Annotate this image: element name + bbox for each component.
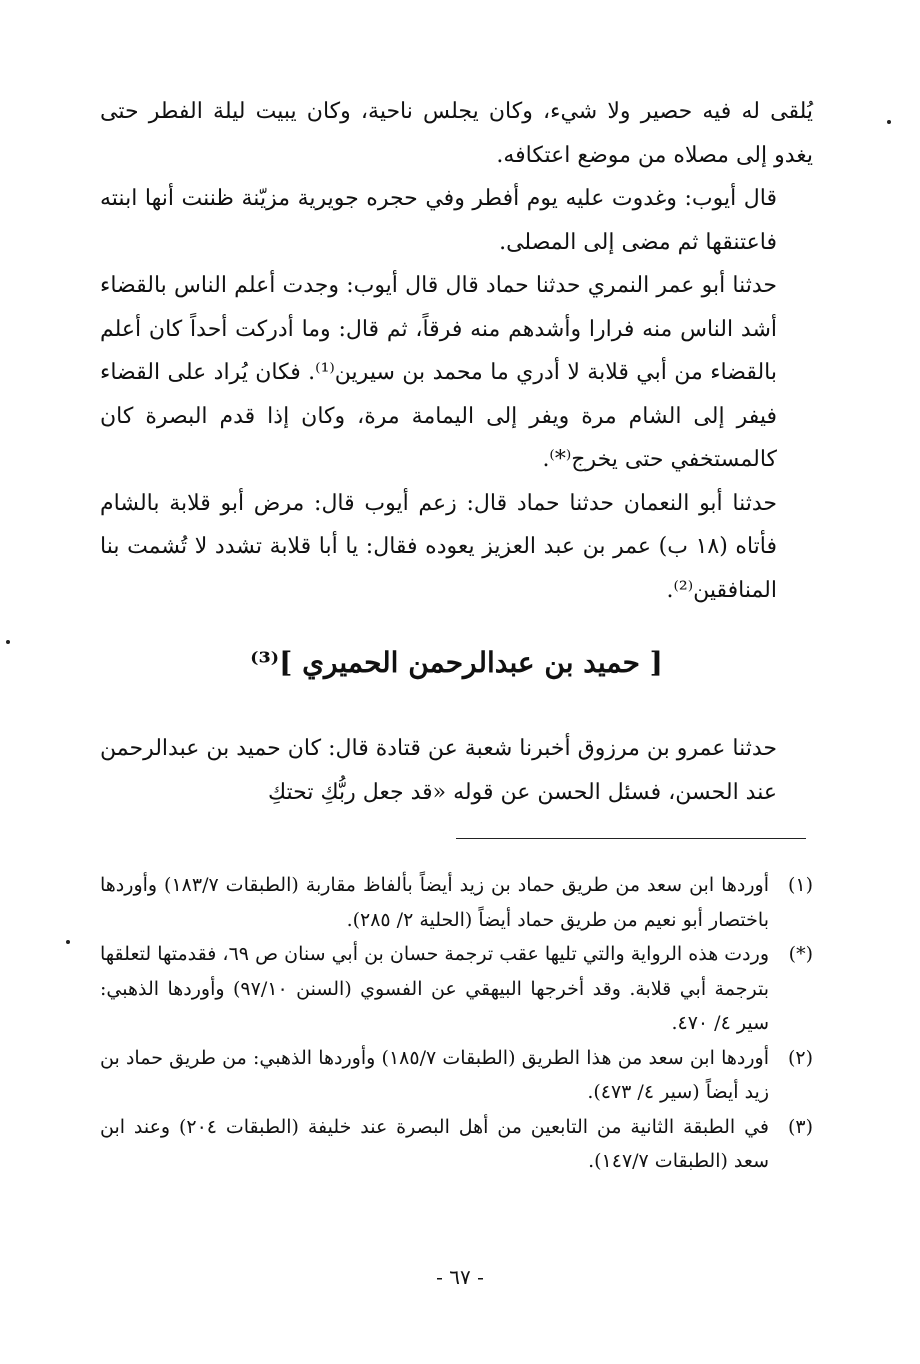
footnote-text: أوردها ابن سعد من هذا الطريق (الطبقات ١٨٥/٧) وأوردها الذهبي: من طريق حماد بن زيد أيضاً (سير ٤/ ٤٧٣).	[100, 1046, 769, 1103]
footnote-separator	[456, 838, 806, 839]
scan-speck	[6, 640, 10, 644]
footnote-number: (٣)	[787, 1115, 813, 1138]
footnote-text: أوردها ابن سعد من طريق حماد بن زيد أيضاً بألفاظ مقاربة (الطبقات ١٨٣/٧) وأوردها باختصار أبو نعيم من طريق حماد أيضاً (الحلية ٢/ ٢٨٥).	[100, 874, 769, 931]
paragraph-2: قال أيوب: وغدوت عليه يوم أفطر وفي حجره جويرية مزيّنة ظننت أنها ابنته فاعتنقها ثم مضى إلى المصلى.	[100, 186, 777, 255]
footnote-item	[100, 937, 813, 1041]
footnote-text: في الطبقة الثانية من التابعين من أهل البصرة عند خليفة (الطبقات ٢٠٤) وعند ابن سعد (الطبقات ١٤٧/٧).	[100, 1115, 769, 1172]
scan-speck	[887, 120, 891, 124]
paragraph-1: يُلقى له فيه حصير ولا شيء، وكان يجلس ناحية، وكان يبيت ليلة الفطر حتى يغدو إلى مصلاه من موضع اعتكافه.	[100, 99, 813, 168]
footnotes-block	[100, 868, 813, 1179]
footnote-item	[100, 1110, 813, 1179]
paragraph-3: حدثنا أبو عمر النمري حدثنا حماد قال قال أيوب: وجدت أعلم الناس بالقضاء أشد الناس منه فرارا وأشدهم منه فرقاً، ثم قال: وما أدركت أحداً كان أعلم بالقضاء من أبي قلابة لا أدري ما محمد بن سيرين⁽¹⁾. فكان يُراد على القضاء فيفر إلى الشام مرة ويفر إلى اليمامة مرة، وكان إذا قدم البصرة كان كالمستخفي حتى يخرج⁽*⁾.	[100, 273, 777, 472]
page-number: - ٦٧ -	[436, 1265, 484, 1289]
footnote-number: (*)	[788, 943, 813, 965]
footnote-number: (٢)	[787, 1046, 813, 1069]
scan-speck	[66, 940, 70, 944]
footnote-item	[100, 868, 813, 937]
section-heading: [ حميد بن عبدالرحمن الحميري ]⁽³⁾	[250, 646, 663, 679]
section-text-block	[100, 727, 813, 814]
paragraph-4: حدثنا أبو النعمان حدثنا حماد قال: زعم أيوب قال: مرض أبو قلابة بالشام فأتاه (١٨ ب) عمر بن عبد العزيز يعوده فقال: يا أبا قلابة تشدد لا تُشمت بنا المنافقين⁽²⁾.	[100, 490, 777, 603]
main-text-block	[100, 90, 813, 612]
footnote-text: وردت هذه الرواية والتي تليها عقب ترجمة حسان بن أبي سنان ص ٦٩، فقدمتها لتعلقها بترجمة أبي قلابة. وقد أخرجها البيهقي عن الفسوي (السنن ٩٧/١٠) وأوردها الذهبي: سير ٤/ ٤٧٠.	[100, 943, 769, 1034]
footnote-number: (١)	[787, 874, 813, 896]
footnote-item	[100, 1041, 813, 1110]
section-paragraph-1: حدثنا عمرو بن مرزوق أخبرنا شعبة عن قتادة قال: كان حميد بن عبدالرحمن عند الحسن، فسئل الحسن عن قوله «قد جعل ربُّكِ تحتكِ	[100, 736, 777, 805]
